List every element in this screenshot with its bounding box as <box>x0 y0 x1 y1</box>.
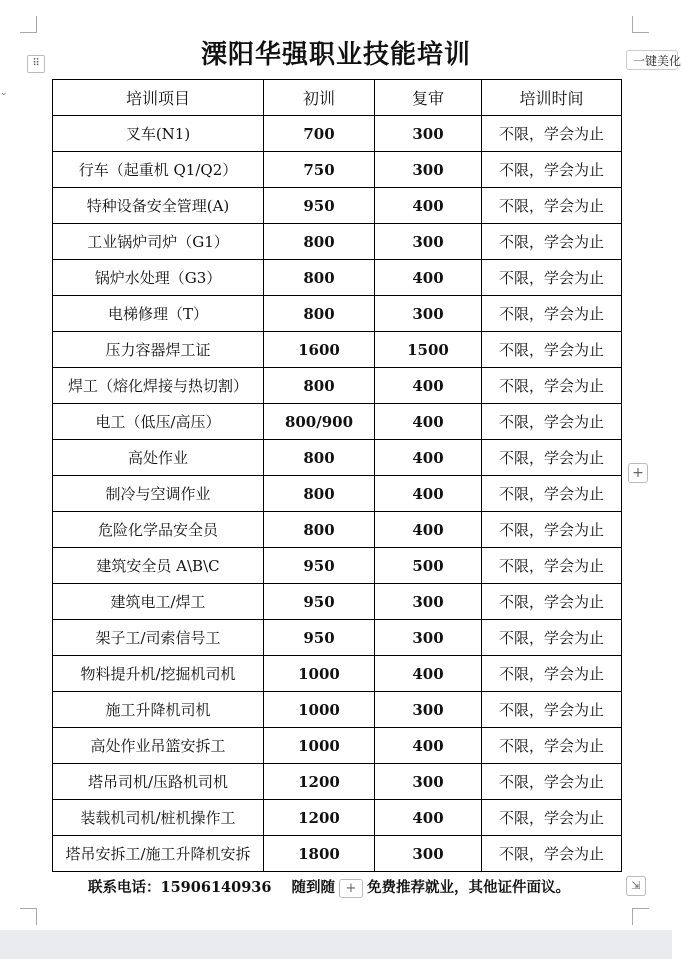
page-corner-mark-bottom-left <box>20 908 37 925</box>
cell-review: 400 <box>375 368 482 404</box>
cell-initial: 800 <box>264 512 375 548</box>
cell-item: 电梯修理（T） <box>53 296 264 332</box>
add-column-icon[interactable]: + <box>628 463 648 483</box>
cell-item: 架子工/司索信号工 <box>53 620 264 656</box>
header-time: 培训时间 <box>482 80 622 116</box>
page-corner-mark-top-left <box>20 16 37 33</box>
cell-time: 不限，学会为止 <box>482 332 622 368</box>
header-review: 复审 <box>375 80 482 116</box>
table-row <box>53 152 622 188</box>
cell-initial: 800 <box>264 476 375 512</box>
cell-item: 制冷与空调作业 <box>53 476 264 512</box>
cell-initial: 800 <box>264 440 375 476</box>
cell-item: 塔吊安拆工/施工升降机安拆 <box>53 836 264 872</box>
cell-item: 压力容器焊工证 <box>53 332 264 368</box>
cell-item: 焊工（熔化焊接与热切割） <box>53 368 264 404</box>
cell-time: 不限，学会为止 <box>482 656 622 692</box>
table-row <box>53 440 622 476</box>
cell-item: 施工升降机司机 <box>53 692 264 728</box>
beautify-button[interactable]: 一键美化 <box>626 50 678 70</box>
cell-review: 400 <box>375 188 482 224</box>
cell-review: 400 <box>375 440 482 476</box>
table-row <box>53 260 622 296</box>
page-corner-mark-bottom-right <box>632 908 649 925</box>
table-row <box>53 800 622 836</box>
cell-review: 300 <box>375 296 482 332</box>
cell-item: 物料提升机/挖掘机司机 <box>53 656 264 692</box>
cell-initial: 1600 <box>264 332 375 368</box>
cell-review: 400 <box>375 656 482 692</box>
cell-time: 不限，学会为止 <box>482 260 622 296</box>
header-item: 培训项目 <box>53 80 264 116</box>
cell-review: 300 <box>375 584 482 620</box>
cell-item: 装载机司机/桩机操作工 <box>53 800 264 836</box>
cell-initial: 800/900 <box>264 404 375 440</box>
cell-item: 行车（起重机 Q1/Q2） <box>53 152 264 188</box>
training-table <box>52 79 622 872</box>
cell-time: 不限，学会为止 <box>482 404 622 440</box>
cell-time: 不限，学会为止 <box>482 368 622 404</box>
cell-time: 不限，学会为止 <box>482 620 622 656</box>
table-row <box>53 188 622 224</box>
cell-time: 不限，学会为止 <box>482 116 622 152</box>
cell-item: 危险化学品安全员 <box>53 512 264 548</box>
table-row <box>53 764 622 800</box>
cell-initial: 800 <box>264 368 375 404</box>
cell-initial: 1000 <box>264 728 375 764</box>
cell-review: 300 <box>375 116 482 152</box>
table-row <box>53 836 622 872</box>
add-row-icon[interactable]: + <box>339 879 363 898</box>
cell-item: 塔吊司机/压路机司机 <box>53 764 264 800</box>
cell-time: 不限，学会为止 <box>482 728 622 764</box>
cell-initial: 950 <box>264 584 375 620</box>
cell-item: 工业锅炉司炉（G1） <box>53 224 264 260</box>
cell-review: 300 <box>375 224 482 260</box>
table-row <box>53 224 622 260</box>
cell-review: 300 <box>375 620 482 656</box>
chevron-down-icon[interactable]: ⌄ <box>0 88 8 98</box>
footer-note <box>88 876 570 898</box>
header-initial: 初训 <box>264 80 375 116</box>
cell-time: 不限，学会为止 <box>482 296 622 332</box>
cell-item: 锅炉水处理（G3） <box>53 260 264 296</box>
cell-initial: 700 <box>264 116 375 152</box>
cell-initial: 800 <box>264 260 375 296</box>
cell-review: 300 <box>375 764 482 800</box>
page-corner-mark-top-right <box>632 16 649 33</box>
cell-item: 高处作业 <box>53 440 264 476</box>
cell-time: 不限，学会为止 <box>482 440 622 476</box>
cell-time: 不限，学会为止 <box>482 188 622 224</box>
cell-review: 400 <box>375 404 482 440</box>
page-title: 溧阳华强职业技能培训 <box>200 40 471 70</box>
cell-review: 400 <box>375 800 482 836</box>
cell-review: 300 <box>375 152 482 188</box>
cell-initial: 950 <box>264 188 375 224</box>
footer-note-start: 随到随 <box>291 879 335 896</box>
cell-review: 400 <box>375 476 482 512</box>
cell-item: 特种设备安全管理(A) <box>53 188 264 224</box>
cell-time: 不限，学会为止 <box>482 764 622 800</box>
expand-table-icon[interactable]: ⇲ <box>626 876 646 896</box>
cell-item: 建筑电工/焊工 <box>53 584 264 620</box>
table-row <box>53 368 622 404</box>
cell-initial: 1200 <box>264 764 375 800</box>
cell-initial: 1200 <box>264 800 375 836</box>
table-row <box>53 620 622 656</box>
cell-initial: 950 <box>264 548 375 584</box>
cell-item: 叉车(N1) <box>53 116 264 152</box>
table-row <box>53 692 622 728</box>
cell-time: 不限，学会为止 <box>482 692 622 728</box>
table-header-row <box>53 80 622 116</box>
cell-time: 不限，学会为止 <box>482 548 622 584</box>
drag-handle-icon[interactable]: ⠿ <box>27 55 45 73</box>
cell-review: 300 <box>375 692 482 728</box>
cell-initial: 750 <box>264 152 375 188</box>
cell-initial: 1000 <box>264 692 375 728</box>
contact-phone: 联系电话：15906140936 <box>88 879 272 896</box>
cell-initial: 950 <box>264 620 375 656</box>
cell-review: 400 <box>375 260 482 296</box>
cell-review: 1500 <box>375 332 482 368</box>
editor-bottom-area <box>0 930 672 959</box>
cell-time: 不限，学会为止 <box>482 224 622 260</box>
cell-time: 不限，学会为止 <box>482 512 622 548</box>
cell-time: 不限，学会为止 <box>482 836 622 872</box>
table-row <box>53 512 622 548</box>
table-row <box>53 656 622 692</box>
table-row <box>53 404 622 440</box>
cell-review: 500 <box>375 548 482 584</box>
table-row <box>53 476 622 512</box>
table-row <box>53 296 622 332</box>
table-row <box>53 548 622 584</box>
cell-initial: 1800 <box>264 836 375 872</box>
cell-time: 不限，学会为止 <box>482 800 622 836</box>
cell-item: 建筑安全员 A\B\C <box>53 548 264 584</box>
cell-item: 高处作业吊篮安拆工 <box>53 728 264 764</box>
cell-time: 不限，学会为止 <box>482 476 622 512</box>
table-row <box>53 584 622 620</box>
table-row <box>53 116 622 152</box>
cell-review: 400 <box>375 512 482 548</box>
cell-initial: 800 <box>264 224 375 260</box>
cell-review: 400 <box>375 728 482 764</box>
cell-initial: 800 <box>264 296 375 332</box>
cell-initial: 1000 <box>264 656 375 692</box>
table-row <box>53 332 622 368</box>
cell-item: 电工（低压/高压） <box>53 404 264 440</box>
cell-review: 300 <box>375 836 482 872</box>
footer-note-end: 免费推荐就业，其他证件面议。 <box>366 879 570 896</box>
cell-time: 不限，学会为止 <box>482 584 622 620</box>
cell-time: 不限，学会为止 <box>482 152 622 188</box>
table-row <box>53 728 622 764</box>
